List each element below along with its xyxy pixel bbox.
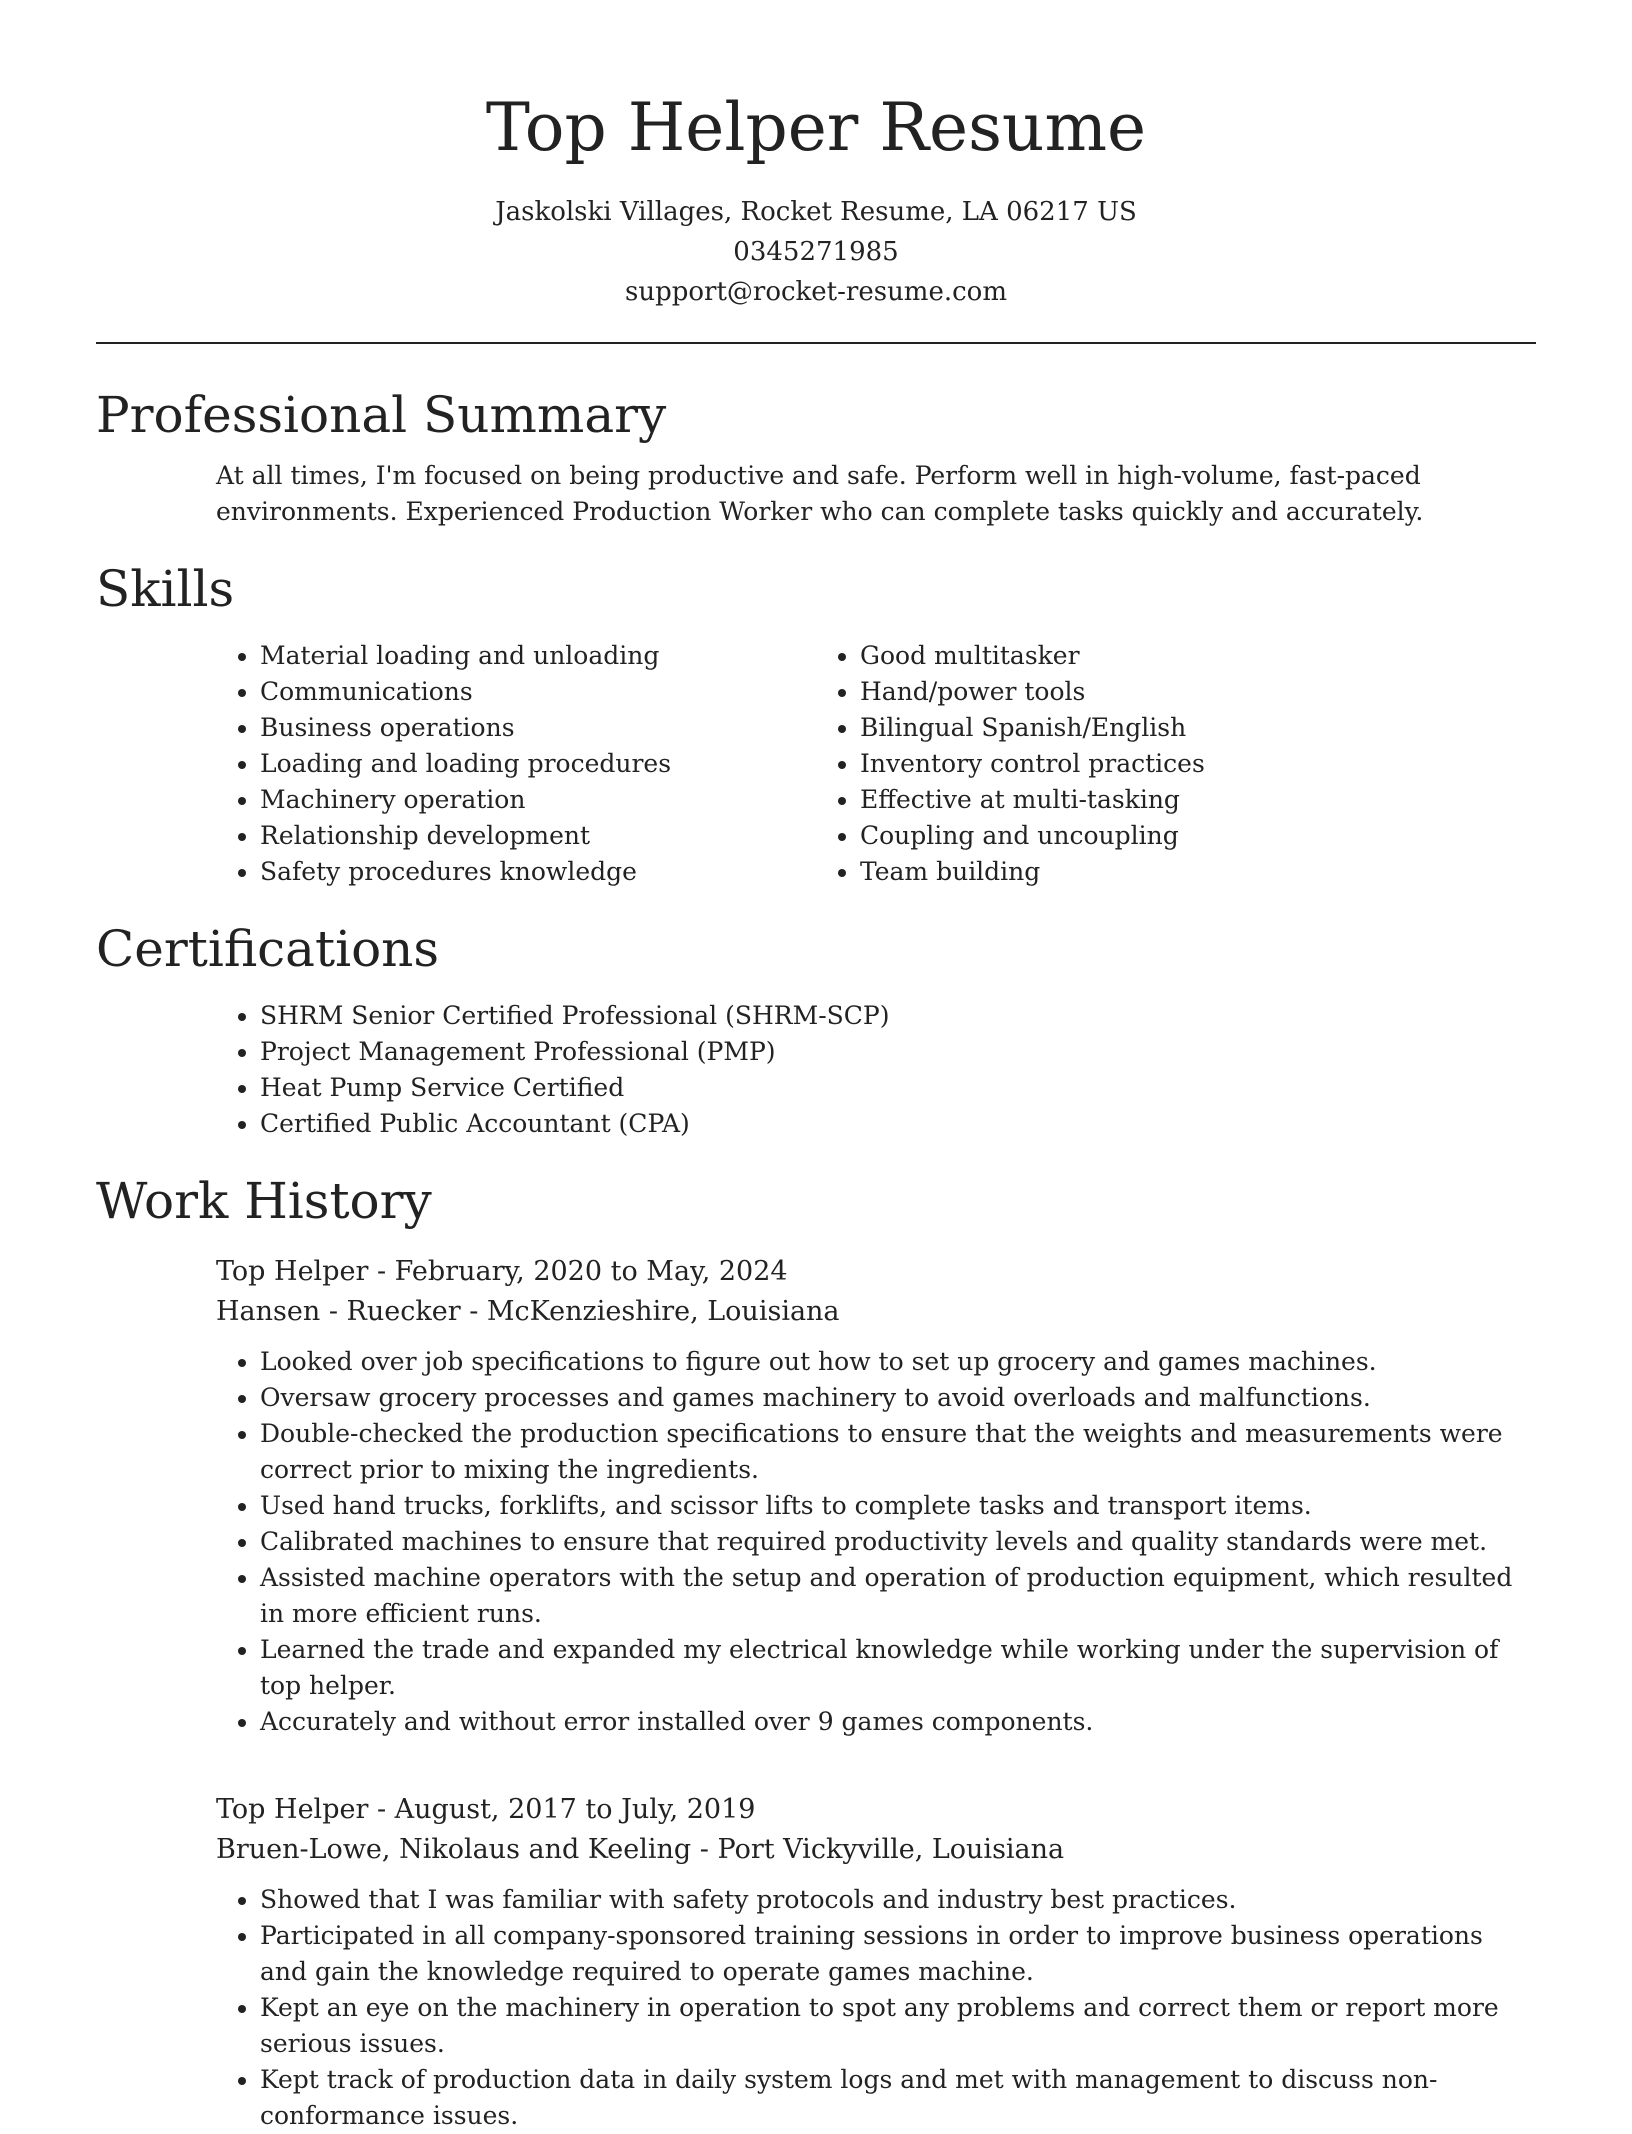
job-bullet: • Used hand trucks, forklifts, and scissor lifts to complete tasks and transport items. bbox=[260, 1488, 1536, 1524]
job-bullet: • Calibrated machines to ensure that required productivity levels and quality standards were met. bbox=[260, 1524, 1536, 1560]
job-position: Top Helper bbox=[216, 1256, 369, 1287]
skills-heading: Skills bbox=[96, 560, 235, 618]
job-bullet: • Kept track of production data in daily system logs and met with management to discuss non-conformance issues. bbox=[260, 2062, 1536, 2134]
job-company: Hansen - Ruecker bbox=[216, 1296, 461, 1327]
job-bullet: • Kept an eye on the machinery in operation to spot any problems and correct them or report more serious issues. bbox=[260, 1990, 1536, 2062]
job-bullet: • Assisted machine operators with the setup and operation of production equipment, which resulted in more efficient runs. bbox=[260, 1560, 1536, 1632]
job-location: - McKenzieshire, Louisiana bbox=[460, 1296, 840, 1327]
header-divider bbox=[96, 342, 1536, 344]
job-bullet: • Participated in all company-sponsored training sessions in order to improve business operations and gain the knowledge required to operate games machine. bbox=[260, 1918, 1536, 1990]
skill-item: • Coupling and uncoupling bbox=[860, 818, 1205, 854]
address: Jaskolski Villages, Rocket Resume, LA 06217 US bbox=[495, 197, 1137, 227]
skill-item: • Team building bbox=[860, 854, 1205, 890]
job-spacer bbox=[96, 1740, 1536, 1774]
skill-item: • Inventory control practices bbox=[860, 746, 1205, 782]
skills-list-left bbox=[96, 638, 745, 890]
job-bullets bbox=[216, 1882, 1536, 2134]
job-dates: - February, 2020 to May, 2024 bbox=[368, 1256, 788, 1287]
skills-list-right bbox=[745, 638, 1205, 890]
job-bullet: • Learned the trade and expanded my electrical knowledge while working under the supervision of top helper. bbox=[260, 1632, 1536, 1704]
phone: 0345271985 bbox=[733, 237, 899, 267]
skill-item: • Hand/power tools bbox=[860, 674, 1205, 710]
skill-item: • Good multitasker bbox=[860, 638, 1205, 674]
job-bullet: • Looked over job specifications to figure out how to set up grocery and games machines. bbox=[260, 1344, 1536, 1380]
contact-block bbox=[0, 192, 1632, 312]
job-company: Bruen-Lowe, Nikolaus and Keeling bbox=[216, 1834, 692, 1865]
job-company-line bbox=[216, 1292, 1536, 1332]
skill-item: • Loading and loading procedures bbox=[260, 746, 745, 782]
certifications-heading: Certifications bbox=[96, 920, 440, 978]
skill-item: • Machinery operation bbox=[260, 782, 745, 818]
job-bullet: • Showed that I was familiar with safety protocols and industry best practices. bbox=[260, 1882, 1536, 1918]
skill-item: • Material loading and unloading bbox=[260, 638, 745, 674]
job-bullets bbox=[216, 1344, 1536, 1740]
skills-columns bbox=[96, 638, 1536, 890]
job-company-line bbox=[216, 1830, 1536, 1870]
skills-section bbox=[96, 554, 1536, 890]
job-location: - Port Vickyville, Louisiana bbox=[691, 1834, 1065, 1865]
certification-item: • Certified Public Accountant (CPA) bbox=[260, 1106, 1536, 1142]
job-bullet: • Double-checked the production specifications to ensure that the weights and measurements were correct prior to mixing the ingredients. bbox=[260, 1416, 1536, 1488]
job-entry bbox=[216, 1790, 1536, 2134]
resume-content bbox=[96, 380, 1536, 2134]
skill-item: • Bilingual Spanish/English bbox=[860, 710, 1205, 746]
skill-item: • Communications bbox=[260, 674, 745, 710]
resume-name: Top Helper Resume bbox=[485, 89, 1147, 166]
job-entry bbox=[216, 1252, 1536, 1740]
certification-item: • SHRM Senior Certified Professional (SHRM-SCP) bbox=[260, 998, 1536, 1034]
summary-heading: Professional Summary bbox=[96, 386, 667, 444]
jobs-list bbox=[96, 1252, 1536, 2134]
job-title-line bbox=[216, 1790, 1536, 1830]
skill-item: • Business operations bbox=[260, 710, 745, 746]
certification-item: • Heat Pump Service Certified bbox=[260, 1070, 1536, 1106]
skill-item: • Safety procedures knowledge bbox=[260, 854, 745, 890]
certification-item: • Project Management Professional (PMP) bbox=[260, 1034, 1536, 1070]
skill-item: • Effective at multi-tasking bbox=[860, 782, 1205, 818]
job-bullet: • Oversaw grocery processes and games machinery to avoid overloads and malfunctions. bbox=[260, 1380, 1536, 1416]
job-title-line bbox=[216, 1252, 1536, 1292]
job-position: Top Helper bbox=[216, 1794, 369, 1825]
skill-item: • Relationship development bbox=[260, 818, 745, 854]
email: support@rocket-resume.com bbox=[624, 277, 1007, 307]
job-bullet: • Accurately and without error installed over 9 games components. bbox=[260, 1704, 1536, 1740]
work-section bbox=[96, 1166, 1536, 2134]
job-dates: - August, 2017 to July, 2019 bbox=[368, 1794, 756, 1825]
summary-text: At all times, I'm focused on being productive and safe. Perform well in high-volume, fast-paced environments. Experienced Production Worker who can complete tasks quickly and accurately. bbox=[216, 461, 1424, 526]
summary-section bbox=[96, 380, 1536, 530]
work-heading: Work History bbox=[96, 1172, 432, 1230]
certifications-list bbox=[96, 998, 1536, 1142]
certifications-section bbox=[96, 914, 1536, 1142]
resume-header bbox=[0, 0, 1632, 312]
